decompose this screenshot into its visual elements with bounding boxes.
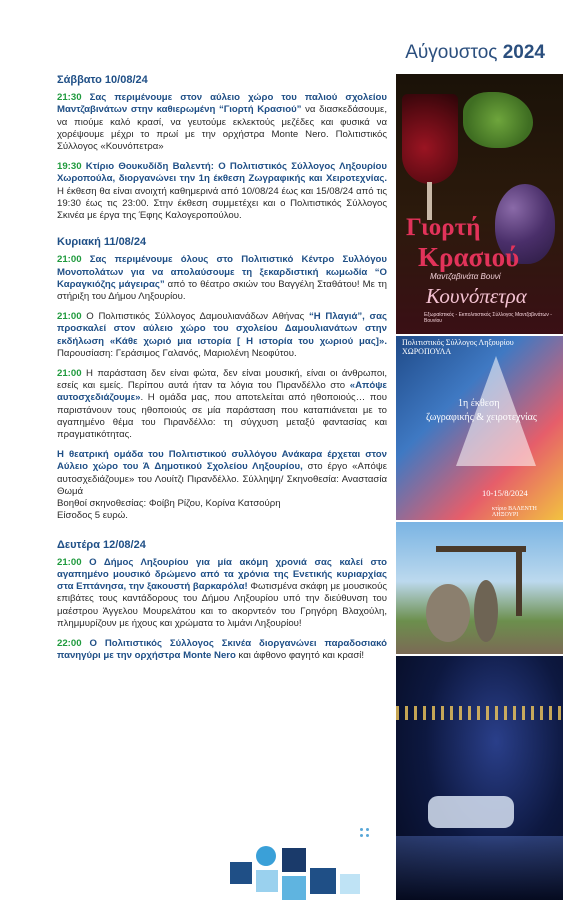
photo-column [396, 74, 563, 900]
event-entry-fee: Είσοδος 5 ευρώ. [57, 510, 128, 522]
poster-title-line2: ζωγραφικής & χειροτεχνίας [426, 412, 537, 423]
event-text: Παρουσίαση: Γεράσιμος Γαλανός, Μαριολένη Νεοφύτου. [57, 347, 297, 359]
event-item [57, 368, 387, 441]
poster-venue: κτίριο ΒΑΛΕΝΤΗ ΛΗΞΟΥΡΙ [492, 506, 537, 518]
deco-dot [366, 828, 369, 831]
event-item [57, 311, 387, 360]
deco-square [310, 868, 336, 894]
poster-organizer-full: Εξωραϊστικός - Εκπολιτιστικός Σύλλογος Μαντζαβινάτων - Βουνίου [424, 312, 552, 324]
event-highlight: “Η Πλαγιά”, σας προσκαλεί στον αύλειο χώρο του σχολείου Δαμουλιανάτων στην εκδήλωση «Κάθε χωριό μια ιστορία [ Η ιστορία του χωριού μας]». [57, 311, 387, 347]
night-boat-photo [396, 656, 563, 900]
deco-dot [360, 828, 363, 831]
wine-festival-poster [396, 74, 563, 334]
event-time: 21:30 [57, 92, 82, 104]
event-item [57, 557, 387, 630]
event-text: στο έργο «Απόψε αυτοσχεδιάζουμε» του Λουίτζι Πιρανδέλλο. Σύλληψη/ Σκηνοθεσία: Αναστασία Θωμά [57, 461, 387, 497]
poster-title-line2: Κρασιού [418, 242, 520, 272]
deco-square [230, 862, 252, 884]
event-highlight: «Απόψε αυτοσχεδιάζουμε» [57, 380, 387, 404]
event-text: να διασκεδάσουμε, να πιούμε καλό κρασί, να γευτούμε εκλεκτούς μεζέδες και φυσικά να χορέψουμε μέχρι το πρωί με την ορχήστρα Monte Nero. Πολιτιστικός Σύλλογος «Κουνόπετρα» [57, 104, 387, 153]
event-credits: Βοηθοί σκηνοθεσίας: Φοίβη Ρίζου, Κορίνα Κατσούρη [57, 498, 281, 510]
event-text: Φωτισμένα σκάφη με μουσικούς επιβάτες τους καντάδορους του Δήμου Ληξουρίου υπό την διεύθυνση του μαέστρου Άγγελου Μουρελάτου και το ακορντεόν του Γρηγόρη Βλαχούλη, πλημμυρίζουν με ήχους και χρώματα το λιμάνι Ληξουρίου! [57, 581, 387, 629]
event-text-lead: Ο Πολιτιστικός Σύλλογος Δαμουλιανάδων Αθήνας [81, 311, 309, 323]
event-highlight: Σας περιμένουμε όλους στο Πολιτιστικό Κέντρο Συλλόγου Μονοπολάτων για να απολαύσουμε τη ξεκαρδιστική κωμωδία “Ο Καραγκιόζης μάγειρας” [57, 254, 387, 290]
event-text: από το θέατρο σκιών του Βαγγέλη Σταθάτου! Με τη στήριξη του Δήμου Ληξουρίου. [57, 278, 387, 303]
poster-organizer: Πολιτιστικός Σύλλογος Ληξουρίου ΧΩΡΟΠΟΥΛΑ [402, 338, 514, 356]
deco-square [282, 848, 306, 872]
event-text: και άφθονο φαγητό και κρασί! [235, 650, 365, 662]
grape-leaf-image [463, 92, 533, 148]
event-highlight: Κτίριο Θουκυδίδη Βαλεντή: Ο Πολιτιστικός Σύλλογος Ληξουρίου Χωροπούλα, διοργανώνει την 1η έκθεση Ζωγραφικής και Χειροτεχνίας. [57, 161, 387, 185]
event-time: 21:00 [57, 368, 82, 380]
event-item [57, 638, 387, 662]
event-text-lead: Η παράσταση δεν είναι φώτα, δεν είναι μουσική, είναι οι άνθρωποι, εσείς και εμείς. Περίπου αυτά ήταν τα λόγια του Πιρανδέλλο στο [57, 368, 387, 392]
poster-organizer: Κουνόπετρα [426, 284, 527, 308]
wooden-frame [436, 546, 526, 552]
event-item [57, 449, 387, 522]
event-highlight: Ο Πολιτιστικός Σύλλογος Σκινέα διοργανώνει παραδοσιακό πανηγύρι με την ορχήστρα Monte Nero [57, 637, 387, 662]
event-time: 19:30 [57, 161, 82, 173]
wooden-post [516, 546, 522, 616]
event-time: 21:00 [57, 311, 82, 323]
geometric-decoration [230, 828, 360, 900]
deco-dot [366, 834, 369, 837]
poster-subtitle: Μαντζαβινάτα Βουνί [430, 272, 501, 281]
event-text: . Η ομάδα μας, που αποτελείται από ηθοποιούς… που παριστάνουν τους ηθοποιούς σε μία παράσταση που καταπιάνεται με το αγαπημένο θέμα του Πιρανδέλλο: τη σύγχυση μεταξύ φαντασίας και πραγματικότητας. [57, 392, 387, 441]
year-label: 2024 [502, 42, 545, 63]
event-text: Η έκθεση θα είναι ανοιχτή καθημερινά από 10/08/24 έως και 15/08/24 από τις 19:30 έως τις 23:00. Στην έκθεση συμμετέχει και ο Πολιτιστικός Σύλλογος Σκινέα με έργα της Έφης Καλογεροπούλου. [57, 185, 387, 222]
poster-title-line1: Γιορτή [406, 214, 481, 241]
day-heading: Σάββατο 10/08/24 [57, 74, 148, 86]
millstone [426, 584, 470, 642]
event-time: 21:00 [57, 556, 82, 568]
deco-dot [360, 834, 363, 837]
event-item [57, 92, 387, 153]
water-reflection [396, 836, 563, 900]
page-header [405, 42, 545, 64]
event-item [57, 161, 387, 222]
millstone-small [474, 580, 498, 642]
month-label: Αύγουστος [405, 42, 498, 63]
day-heading: Δευτέρα 12/08/24 [57, 538, 146, 551]
event-time: 22:00 [57, 637, 82, 649]
deco-square [340, 874, 360, 894]
sail-painting [456, 356, 536, 466]
deco-square [282, 876, 306, 900]
event-highlight: Η θεατρική ομάδα του Πολιτιστικού συλλόγου Ανάκαρα έρχεται στον Αύλειο χώρο του Ά Δημοτικού Σχολείου Ληξουρίου, [57, 449, 387, 473]
day-heading: Κυριακή 11/08/24 [57, 236, 147, 249]
poster-dates: 10-15/8/2024 [482, 488, 528, 498]
event-highlight: Σας περιμένουμε στον αύλειο χώρο του παλιού σχολείου Μαντζαβινάτων στην καθιερωμένη “Γιορτή Κρασιού” [57, 92, 387, 116]
poster-title-line1: 1η έκθεση [458, 398, 500, 409]
event-time: 21:00 [57, 254, 82, 266]
event-item [57, 254, 387, 303]
harbor-lights [396, 706, 563, 720]
deco-square [256, 870, 278, 892]
village-millstone-photo [396, 522, 563, 654]
wine-glass-image [402, 94, 458, 184]
event-listing [57, 74, 387, 670]
illuminated-boat [428, 796, 514, 828]
event-highlight: Ο Δήμος Ληξουρίου για μία ακόμη χρονιά σας καλεί στο αγαπημένο μουσικό δρώμενο από τα χρόνια της Ενετικής κυριαρχίας στα Επτάνησα, την ξακουστή βαρκαρόλα! [57, 556, 387, 593]
deco-square [256, 846, 276, 866]
art-exhibition-poster [396, 336, 563, 520]
